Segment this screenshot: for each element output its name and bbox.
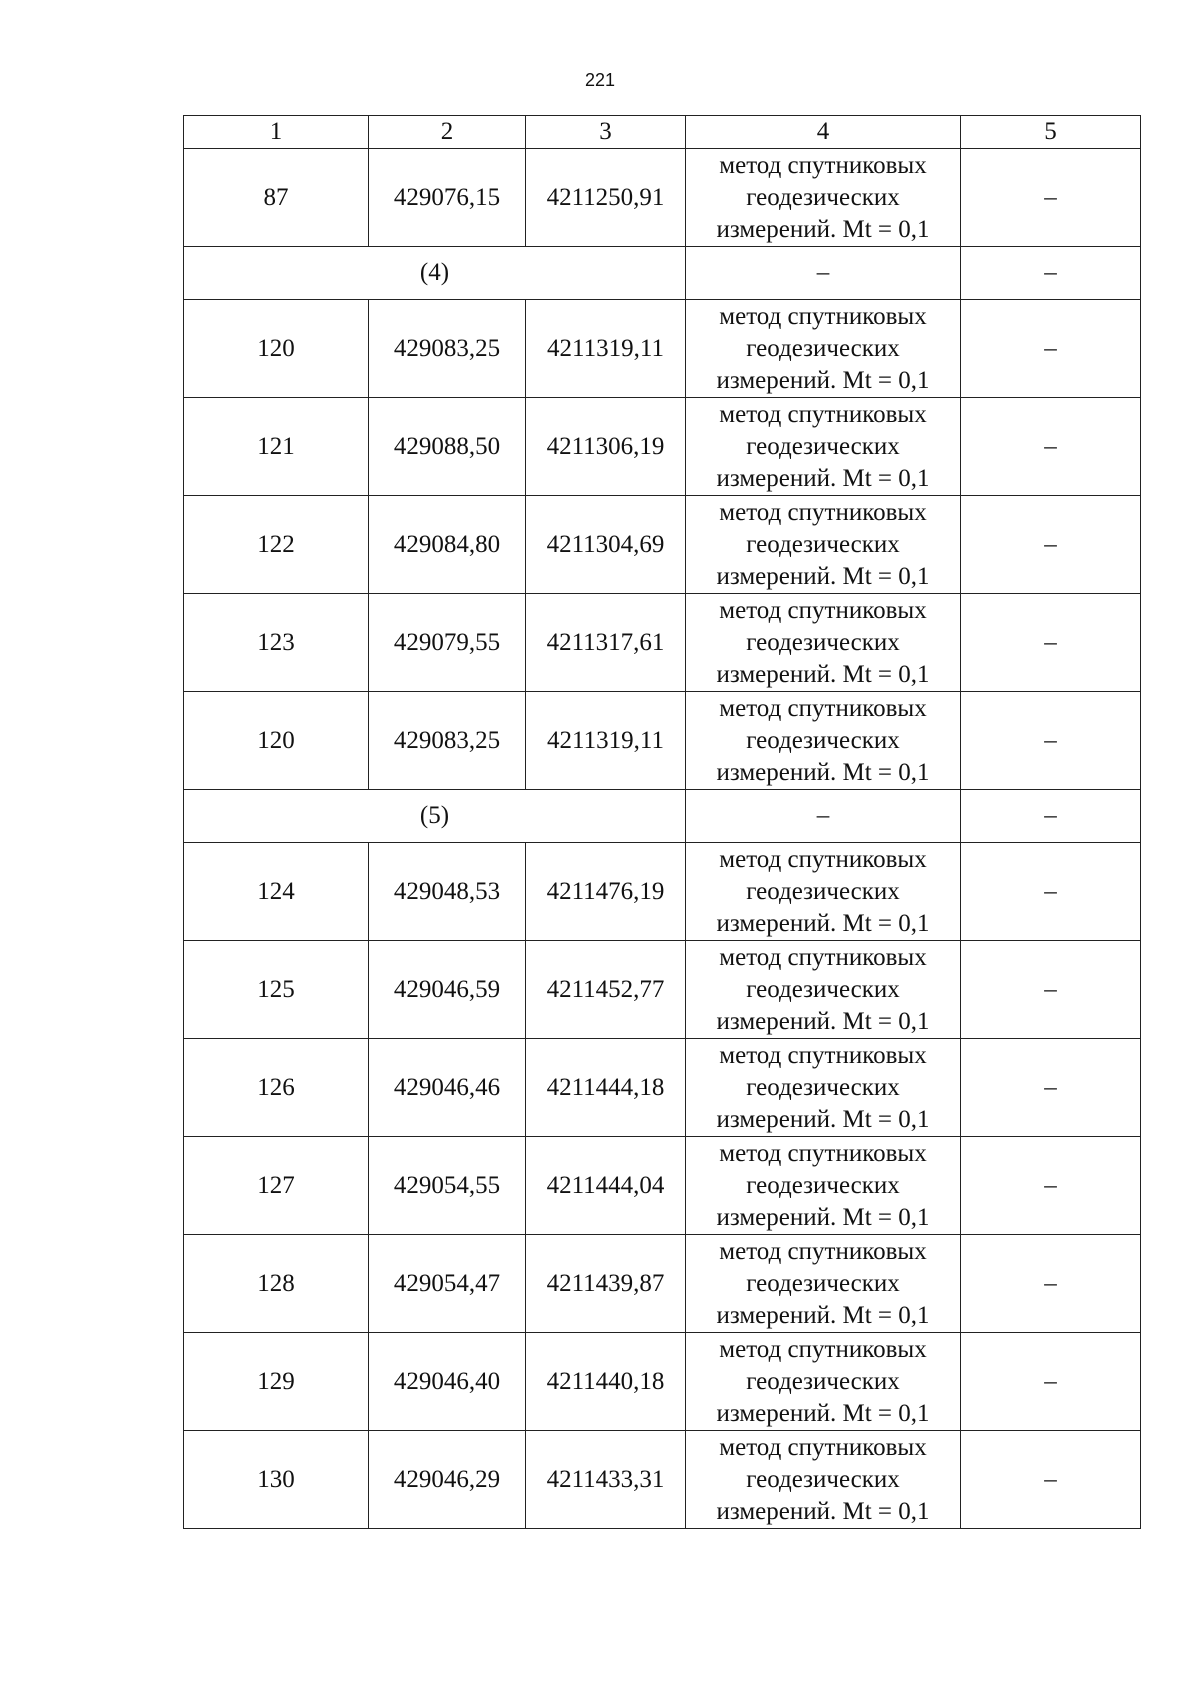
method-line-3: измерений. Mt = 0,1 [716, 660, 930, 688]
method-line-1: метод спутниковых [719, 596, 927, 624]
method-line-1: метод спутниковых [719, 1335, 927, 1363]
header-cell-2: 2 [369, 116, 526, 149]
x-coordinate-cell: 429076,15 [369, 149, 526, 247]
method-line-2: геодезических [746, 334, 900, 362]
table-row [184, 300, 1141, 398]
x-coordinate-cell: 429084,80 [369, 496, 526, 594]
y-coordinate-cell: 4211439,87 [526, 1235, 686, 1333]
method-line-2: геодезических [746, 877, 900, 905]
method-line-1: метод спутниковых [719, 400, 927, 428]
method-line-3: измерений. Mt = 0,1 [716, 1007, 930, 1035]
section-method-dash: – [686, 790, 961, 843]
point-number-cell: 126 [184, 1039, 369, 1137]
y-coordinate-cell: 4211444,18 [526, 1039, 686, 1137]
note-cell: – [961, 1137, 1141, 1235]
table-row [184, 1333, 1141, 1431]
method-line-1: метод спутниковых [719, 845, 927, 873]
y-coordinate-cell: 4211444,04 [526, 1137, 686, 1235]
section-row [184, 247, 1141, 300]
x-coordinate-cell: 429054,47 [369, 1235, 526, 1333]
table-body [184, 116, 1141, 1529]
table-row [184, 398, 1141, 496]
method-line-3: измерений. Mt = 0,1 [716, 1105, 930, 1133]
point-number-cell: 127 [184, 1137, 369, 1235]
method-cell [686, 692, 961, 790]
y-coordinate-cell: 4211319,11 [526, 692, 686, 790]
point-number-cell: 120 [184, 692, 369, 790]
method-line-3: измерений. Mt = 0,1 [716, 464, 930, 492]
method-cell [686, 843, 961, 941]
method-line-3: измерений. Mt = 0,1 [716, 215, 930, 243]
method-line-1: метод спутниковых [719, 1139, 927, 1167]
method-line-1: метод спутниковых [719, 1237, 927, 1265]
point-number-cell: 128 [184, 1235, 369, 1333]
method-line-2: геодезических [746, 183, 900, 211]
method-cell [686, 398, 961, 496]
note-cell: – [961, 149, 1141, 247]
section-note-dash: – [961, 247, 1141, 300]
note-cell: – [961, 692, 1141, 790]
point-number-cell: 125 [184, 941, 369, 1039]
y-coordinate-cell: 4211433,31 [526, 1431, 686, 1529]
y-coordinate-cell: 4211476,19 [526, 843, 686, 941]
method-cell [686, 496, 961, 594]
section-note-dash: – [961, 790, 1141, 843]
point-number-cell: 120 [184, 300, 369, 398]
point-number-cell: 129 [184, 1333, 369, 1431]
section-method-dash: – [686, 247, 961, 300]
y-coordinate-cell: 4211250,91 [526, 149, 686, 247]
method-line-1: метод спутниковых [719, 302, 927, 330]
point-number-cell: 121 [184, 398, 369, 496]
y-coordinate-cell: 4211306,19 [526, 398, 686, 496]
x-coordinate-cell: 429048,53 [369, 843, 526, 941]
method-line-1: метод спутниковых [719, 498, 927, 526]
method-line-1: метод спутниковых [719, 1433, 927, 1461]
method-cell [686, 1333, 961, 1431]
header-cell-4: 4 [686, 116, 961, 149]
method-line-2: геодезических [746, 1171, 900, 1199]
table-row [184, 594, 1141, 692]
note-cell: – [961, 1431, 1141, 1529]
x-coordinate-cell: 429054,55 [369, 1137, 526, 1235]
note-cell: – [961, 843, 1141, 941]
section-label: (5) [184, 790, 686, 843]
y-coordinate-cell: 4211319,11 [526, 300, 686, 398]
header-row [184, 116, 1141, 149]
method-line-2: геодезических [746, 530, 900, 558]
method-line-3: измерений. Mt = 0,1 [716, 366, 930, 394]
point-number-cell: 87 [184, 149, 369, 247]
method-line-2: геодезических [746, 432, 900, 460]
method-line-2: геодезических [746, 726, 900, 754]
method-line-1: метод спутниковых [719, 943, 927, 971]
method-line-2: геодезических [746, 628, 900, 656]
section-row [184, 790, 1141, 843]
coordinates-table [183, 115, 1141, 1529]
x-coordinate-cell: 429046,59 [369, 941, 526, 1039]
note-cell: – [961, 1235, 1141, 1333]
method-cell [686, 1235, 961, 1333]
method-cell [686, 941, 961, 1039]
note-cell: – [961, 398, 1141, 496]
method-line-3: измерений. Mt = 0,1 [716, 1497, 930, 1525]
page-number: 221 [584, 70, 616, 90]
x-coordinate-cell: 429046,40 [369, 1333, 526, 1431]
table-row [184, 1039, 1141, 1137]
point-number-cell: 122 [184, 496, 369, 594]
method-line-3: измерений. Mt = 0,1 [716, 758, 930, 786]
x-coordinate-cell: 429088,50 [369, 398, 526, 496]
method-cell [686, 1431, 961, 1529]
point-number-cell: 124 [184, 843, 369, 941]
note-cell: – [961, 496, 1141, 594]
method-line-2: геодезических [746, 975, 900, 1003]
table-row [184, 1137, 1141, 1235]
note-cell: – [961, 594, 1141, 692]
method-line-3: измерений. Mt = 0,1 [716, 1399, 930, 1427]
x-coordinate-cell: 429079,55 [369, 594, 526, 692]
note-cell: – [961, 1333, 1141, 1431]
table-row [184, 941, 1141, 1039]
header-cell-1: 1 [184, 116, 369, 149]
method-line-3: измерений. Mt = 0,1 [716, 1301, 930, 1329]
method-line-3: измерений. Mt = 0,1 [716, 1203, 930, 1231]
y-coordinate-cell: 4211440,18 [526, 1333, 686, 1431]
y-coordinate-cell: 4211452,77 [526, 941, 686, 1039]
method-line-1: метод спутниковых [719, 694, 927, 722]
x-coordinate-cell: 429046,29 [369, 1431, 526, 1529]
point-number-cell: 123 [184, 594, 369, 692]
table-row [184, 1235, 1141, 1333]
method-cell [686, 1039, 961, 1137]
method-line-2: геодезических [746, 1269, 900, 1297]
method-line-2: геодезических [746, 1073, 900, 1101]
table-row [184, 1431, 1141, 1529]
x-coordinate-cell: 429046,46 [369, 1039, 526, 1137]
note-cell: – [961, 300, 1141, 398]
table-row [184, 149, 1141, 247]
method-line-3: измерений. Mt = 0,1 [716, 562, 930, 590]
note-cell: – [961, 1039, 1141, 1137]
method-line-2: геодезических [746, 1465, 900, 1493]
method-cell [686, 594, 961, 692]
y-coordinate-cell: 4211317,61 [526, 594, 686, 692]
table-row [184, 496, 1141, 594]
method-line-2: геодезических [746, 1367, 900, 1395]
y-coordinate-cell: 4211304,69 [526, 496, 686, 594]
table-row [184, 692, 1141, 790]
table-row [184, 843, 1141, 941]
section-label: (4) [184, 247, 686, 300]
header-cell-3: 3 [526, 116, 686, 149]
x-coordinate-cell: 429083,25 [369, 300, 526, 398]
method-line-1: метод спутниковых [719, 1041, 927, 1069]
method-line-3: измерений. Mt = 0,1 [716, 909, 930, 937]
method-cell [686, 1137, 961, 1235]
method-cell [686, 300, 961, 398]
note-cell: – [961, 941, 1141, 1039]
x-coordinate-cell: 429083,25 [369, 692, 526, 790]
point-number-cell: 130 [184, 1431, 369, 1529]
method-cell [686, 149, 961, 247]
header-cell-5: 5 [961, 116, 1141, 149]
method-line-1: метод спутниковых [719, 151, 927, 179]
